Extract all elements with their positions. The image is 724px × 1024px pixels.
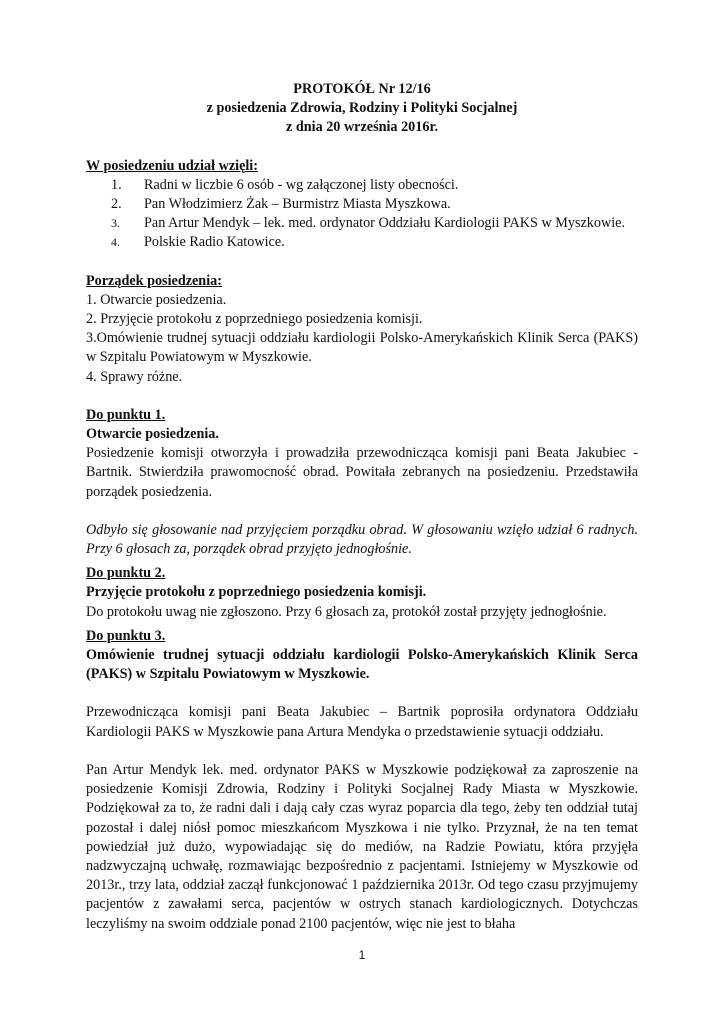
list-number: 4. [111, 235, 120, 250]
list-item [111, 195, 638, 214]
list-number: 3. [111, 216, 120, 231]
protocol-subtitle: z posiedzenia Zdrowia, Rodziny i Polityki Socjalnej [206, 100, 518, 117]
list-item [111, 233, 638, 252]
point3-paragraph: Przewodnicząca komisji pani Beata Jakubiec – Bartnik poprosiła ordynatora Oddziału Kardiologii PAKS w Myszkowie pana Artura Mendyka o przedstawienie sytuacji oddziału. [86, 704, 638, 740]
agenda-item: 3.Omówienie trudnej sytuacji oddziału kardiologii Polsko-Amerykańskich Klinik Serca (PAKS) w Szpitalu Powiatowym w Myszkowie. [86, 330, 638, 366]
list-number: 2. [111, 196, 122, 213]
point2-body: Do protokołu uwag nie zgłoszono. Przy 6 głosach za, protokół został przyjęty jednogłośnie. [86, 603, 607, 620]
point1-title: Otwarcie posiedzenia. [86, 426, 219, 443]
list-number: 1. [111, 176, 122, 193]
list-text: Polskie Radio Katowice. [144, 234, 285, 251]
agenda-item: 4. Sprawy różne. [86, 368, 183, 385]
list-text: Pan Włodzimierz Żak – Burmistrz Miasta Myszkowa. [144, 196, 451, 213]
point2-title: Przyjęcie protokołu z poprzedniego posiedzenia komisji. [86, 584, 427, 601]
agenda-item: 1. Otwarcie posiedzenia. [86, 291, 227, 308]
point3-paragraph: Pan Artur Mendyk lek. med. ordynator PAKS w Myszkowie podziękował za zaproszenie na posiedzenie Komisji Zdrowia, Rodziny i Polityki Socjalnej Rady Miasta w Myszkowie. Podziękował za to, że radni dali i dają cały czas wyraz poparcia dla tego, żeby ten oddział tutaj pozostał i dalej niósł pomoc mieszkańcom Myszkowa i nie tylko. Przyznał, że na ten temat powiedział już dużo, wypowiadając się do mediów, na Radzie Powiatu, która przyjęła nadzwyczajną uchwałę, rozmawiając bezpośrednio z pacjentami. Istniejemy w Myszkowie od 2013r., trzy lata, oddział zaczął funkcjonować 1 października 2013r. Od tego czasu przyjmujemy pacjentów z zawałami serca, pacjentów w ostrych stanach kardiologicznych. Dotychczas leczyliśmy na swoim oddziale ponad 2100 pacjentów, więc nie jest to błaha [86, 761, 638, 932]
point1-vote: Odbyło się głosowanie nad przyjęciem porządku obrad. W głosowaniu wzięło udział 6 radnych. Przy 6 głosach za, porządek obrad przyjęto jednogłośnie. [86, 521, 638, 558]
agenda-item: 2. Przyjęcie protokołu z poprzedniego posiedzenia komisji. [86, 311, 423, 328]
point2-heading: Do punktu 2. [86, 565, 166, 582]
point1-body: Posiedzenie komisji otworzyła i prowadziła przewodnicząca komisji pani Beata Jakubiec - Bartnik. Stwierdziła prawomocność obrad. Powitała zebranych na posiedzeniu. Przedstawiła porządek posiedzenia. [86, 445, 638, 500]
list-text: Radni w liczbie 6 osób - wg załączonej listy obecności. [144, 176, 459, 193]
list-text: Pan Artur Mendyk – lek. med. ordynator Oddziału Kardiologii PAKS w Myszkowie. [144, 215, 626, 232]
point3-heading: Do punktu 3. [86, 627, 166, 644]
point3-title: Omówienie trudnej sytuacji oddziału kardiologii Polsko-Amerykańskich Klinik Serca (PAKS) w Szpitalu Powiatowym w Myszkowie. [86, 647, 638, 683]
protocol-date: z dnia 20 września 2016r. [286, 119, 438, 136]
list-item [111, 214, 638, 233]
document-page [86, 80, 638, 934]
point1-heading: Do punktu 1. [86, 406, 166, 423]
attendance-list [86, 176, 638, 253]
protocol-title: PROTOKÓŁ Nr 12/16 [293, 81, 431, 97]
attendance-heading: W posiedzeniu udział wzięli: [86, 157, 258, 174]
agenda-heading: Porządek posiedzenia: [86, 272, 222, 289]
list-item [111, 176, 638, 195]
page-number: 1 [358, 948, 366, 962]
